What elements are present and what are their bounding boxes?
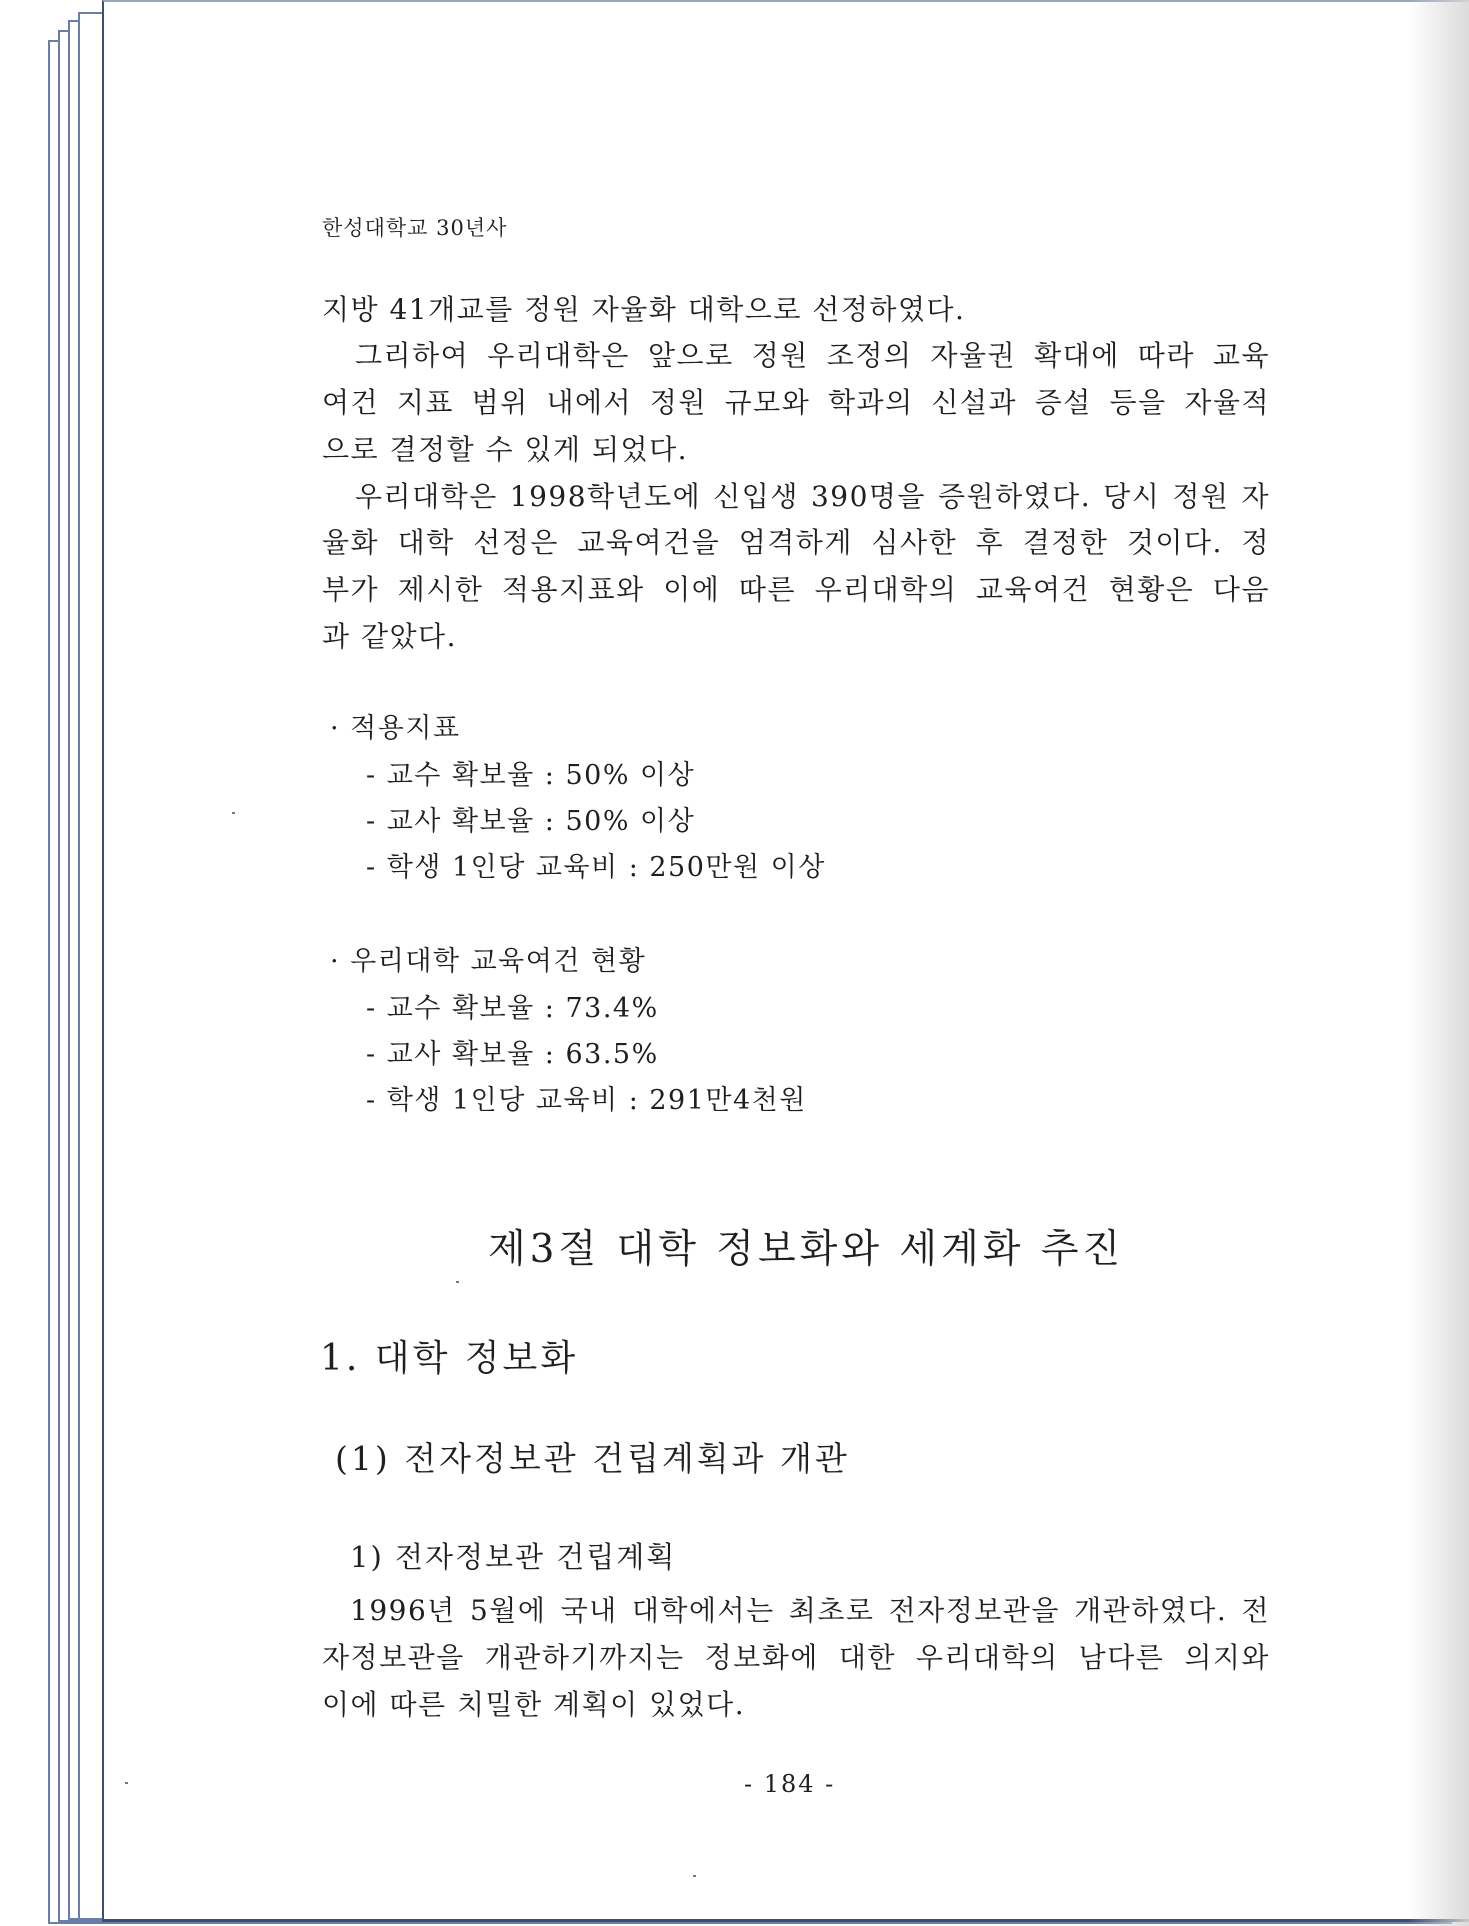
list-item: - 교수 확보율 : 50% 이상 (366, 760, 696, 791)
list-item: - 교수 확보율 : 73.4% (366, 993, 659, 1024)
heading-level-3: 1) 전자정보관 건립계획 (350, 1540, 677, 1574)
heading-level-1: 1. 대학 정보화 (320, 1338, 579, 1379)
list-item: - 교사 확보율 : 63.5% (366, 1039, 659, 1070)
heading-level-2: (1) 전자정보관 건립계획과 개관 (335, 1439, 850, 1478)
scan-speck (693, 1875, 696, 1877)
paragraph-line: 1996년 5월에 국내 대학에서는 최초로 전자정보관을 개관하였다. 전 (350, 1594, 1270, 1627)
paragraph-line: 이에 따른 치밀한 계획이 있었다. (322, 1688, 746, 1721)
scan-speck (125, 1782, 128, 1784)
page-shadow (1409, 0, 1469, 1926)
paragraph-line: 지방 41개교를 정원 자율화 대학으로 선정하였다. (322, 293, 966, 326)
paragraph-line: 부가 제시한 적용지표와 이에 따른 우리대학의 교육여건 현황은 다음 (322, 573, 1270, 606)
paragraph-line: 그리하여 우리대학은 앞으로 정원 조정의 자율권 확대에 따라 교육 (355, 339, 1270, 372)
paragraph-line: 우리대학은 1998학년도에 신입생 390명을 증원하였다. 당시 정원 자 (355, 480, 1270, 513)
list-heading: · 적용지표 (330, 713, 461, 744)
paragraph-line: 여건 지표 범위 내에서 정원 규모와 학과의 신설과 증설 등을 자율적 (322, 386, 1270, 419)
paragraph-line: 율화 대학 선정은 교육여건을 엄격하게 심사한 후 결정한 것이다. 정 (322, 526, 1270, 559)
page-number: - 184 - (744, 1770, 836, 1798)
running-head: 한성대학교 30년사 (322, 216, 508, 240)
list-item: - 학생 1인당 교육비 : 250만원 이상 (366, 852, 826, 883)
scan-speck (456, 1281, 459, 1283)
paragraph-line: 자정보관을 개관하기까지는 정보화에 대한 우리대학의 남다른 의지와 (322, 1641, 1270, 1674)
list-item: - 학생 1인당 교육비 : 291만4천원 (366, 1085, 807, 1116)
paragraph-line: 과 같았다. (322, 620, 457, 653)
scan-speck (232, 812, 235, 814)
section-title: 제3절 대학 정보화와 세계화 추진 (488, 1227, 1125, 1272)
list-heading: · 우리대학 교육여건 현황 (330, 946, 647, 977)
list-item: - 교사 확보율 : 50% 이상 (366, 806, 696, 837)
paragraph-line: 으로 결정할 수 있게 되었다. (322, 433, 689, 466)
